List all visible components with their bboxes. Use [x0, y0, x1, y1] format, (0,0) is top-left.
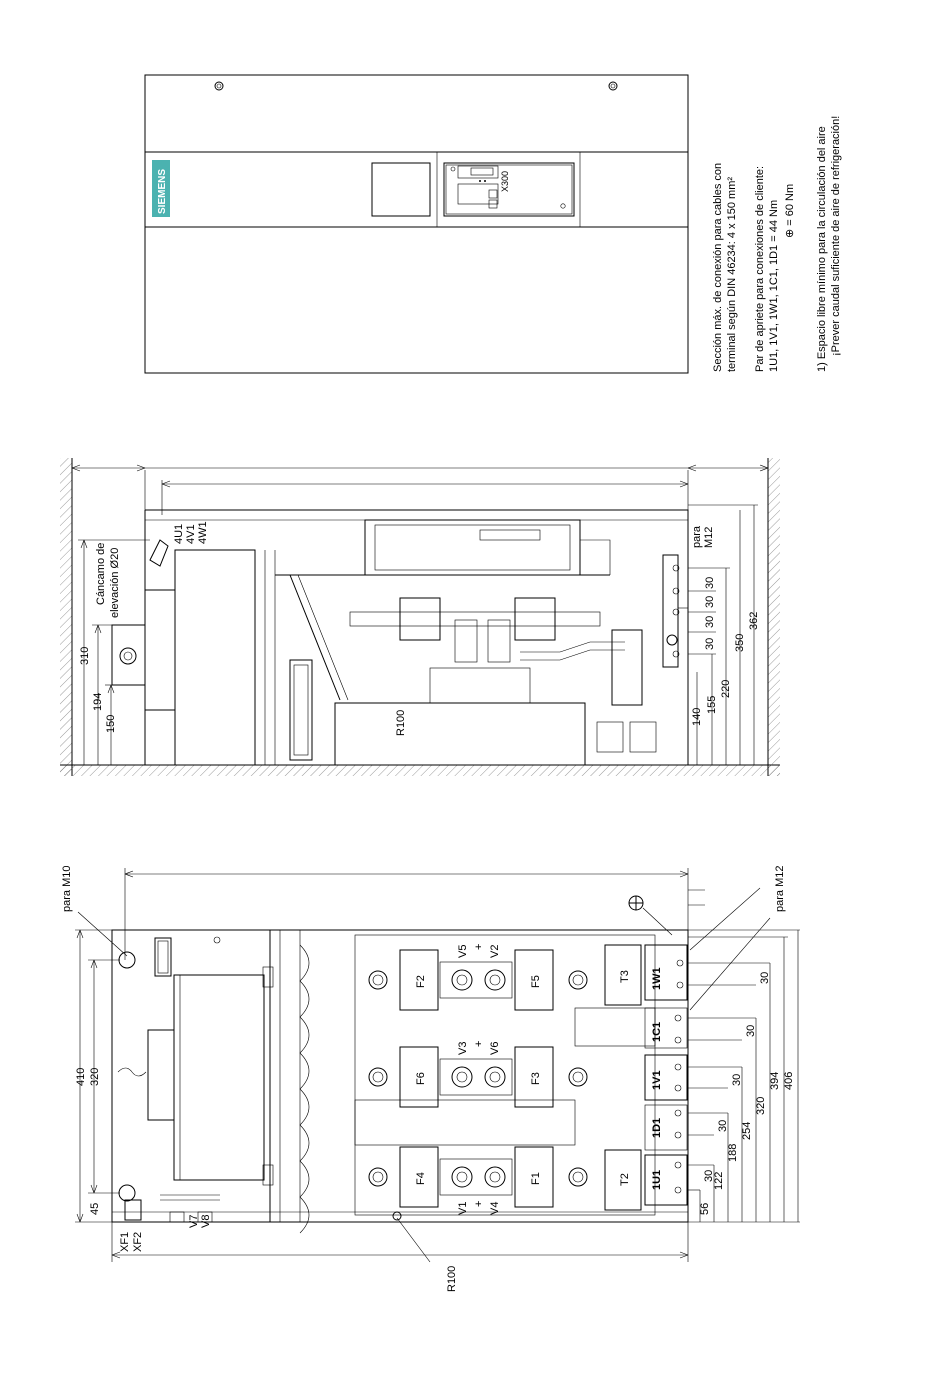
thyristor-v1: V1 [457, 1201, 469, 1215]
screw-m12-label: para M12 [774, 865, 786, 912]
terminal-1u1: 1U1 [651, 1169, 663, 1190]
thyristor-v2: V2 [489, 944, 501, 958]
phase-row-top [369, 950, 587, 1010]
side-dim-310: 310 [79, 646, 91, 665]
fuse-f6: F6 [415, 1072, 427, 1085]
thyristor-plus-2: + [473, 1040, 485, 1047]
thyristor-v5: V5 [457, 944, 469, 958]
side-dim-30-d: 30 [704, 637, 716, 650]
note-line-3: Par de apriete para conexiones de cliente: [754, 165, 766, 372]
lifting-eye-label-1: Cáncamo de [95, 542, 107, 605]
lifting-eye-label-2: elevación Ø20 [109, 547, 121, 618]
terminal-4v1: 4V1 [185, 524, 197, 544]
fuse-f3: F3 [530, 1072, 542, 1085]
terminal-1c1: 1C1 [651, 1021, 663, 1042]
fuse-f5: F5 [530, 975, 542, 988]
top-dim-188: 188 [727, 1143, 739, 1162]
phase-row-bottom [369, 1147, 587, 1207]
thyristor-v6: V6 [489, 1041, 501, 1055]
top-dim-122: 122 [713, 1171, 725, 1190]
side-screw-label-2: M12 [703, 526, 715, 548]
transformer-t2: T2 [619, 1173, 631, 1186]
fuse-f4: F4 [415, 1172, 427, 1185]
note-line-1: Sección máx. de conexión para cables con [712, 162, 724, 372]
note-line-7: ¡Prever caudal suficiente de aire de refrigeración! [830, 115, 842, 356]
fuse-f1: F1 [530, 1172, 542, 1185]
fuse-f2: F2 [415, 975, 427, 988]
side-view [60, 458, 780, 776]
top-view [61, 866, 800, 1292]
side-screw-label-1: para [691, 525, 703, 548]
note-line-5: ⊕ = 60 Nm [784, 183, 796, 238]
top-dim-45: 45 [89, 1202, 101, 1215]
side-resistor-label: R100 [395, 709, 407, 736]
siemens-logo-text: SIEMENS [157, 168, 168, 214]
top-dim-30-e: 30 [703, 1169, 715, 1182]
top-dim-410: 410 [75, 1067, 87, 1086]
side-dim-150: 150 [105, 714, 117, 733]
thyristor-v4: V4 [489, 1201, 501, 1215]
top-dim-30-b: 30 [745, 1024, 757, 1037]
top-dim-406: 406 [783, 1071, 795, 1090]
terminal-4u1: 4U1 [173, 523, 185, 544]
top-dim-56: 56 [699, 1202, 711, 1215]
thyristor-v3: V3 [457, 1041, 469, 1055]
side-dim-194: 194 [92, 692, 104, 711]
side-dim-30-b: 30 [704, 595, 716, 608]
transformer-t3: T3 [619, 970, 631, 983]
top-dim-254: 254 [741, 1121, 753, 1140]
screw-m10-label: para M10 [61, 865, 73, 912]
thyristor-plus-3: + [473, 1200, 485, 1207]
side-dim-155: 155 [706, 695, 718, 714]
note-line-2: terminal según DIN 46234: 4 x 150 mm² [726, 176, 738, 372]
side-dim-350: 350 [734, 633, 746, 652]
terminal-1v1: 1V1 [651, 1070, 663, 1090]
terminal-1d1: 1D1 [651, 1117, 663, 1138]
xf1-label: XF1 [119, 1231, 131, 1252]
v7-label: V7 [188, 1214, 200, 1228]
side-dim-30-c: 30 [704, 615, 716, 628]
top-dim-320-right: 320 [755, 1096, 767, 1115]
top-resistor-label: R100 [446, 1265, 458, 1292]
top-dim-30-c: 30 [731, 1073, 743, 1086]
side-dim-220: 220 [720, 679, 732, 698]
thyristor-plus-1: + [473, 943, 485, 950]
xf2-label: XF2 [132, 1231, 144, 1252]
top-dim-30-d: 30 [717, 1119, 729, 1132]
side-dim-140: 140 [691, 707, 703, 726]
top-dim-320-left: 320 [89, 1067, 101, 1086]
terminal-4w1: 4W1 [197, 521, 209, 544]
side-dim-362: 362 [748, 611, 760, 630]
phase-row-middle [369, 1047, 587, 1107]
note-line-4: 1U1, 1V1, 1W1, 1C1, 1D1 = 44 Nm [768, 199, 780, 372]
side-dim-30-a: 30 [704, 576, 716, 589]
notes-block [712, 116, 842, 372]
top-dim-30-a: 30 [759, 971, 771, 984]
terminal-1w1: 1W1 [651, 967, 663, 990]
connector-x300-label: X300 [500, 170, 510, 192]
front-view [145, 75, 688, 373]
note-line-6: 1) Espacio libre mínimo para la circulación del aire [816, 126, 828, 372]
top-dim-394: 394 [769, 1071, 781, 1090]
v8-label: V8 [200, 1214, 212, 1228]
